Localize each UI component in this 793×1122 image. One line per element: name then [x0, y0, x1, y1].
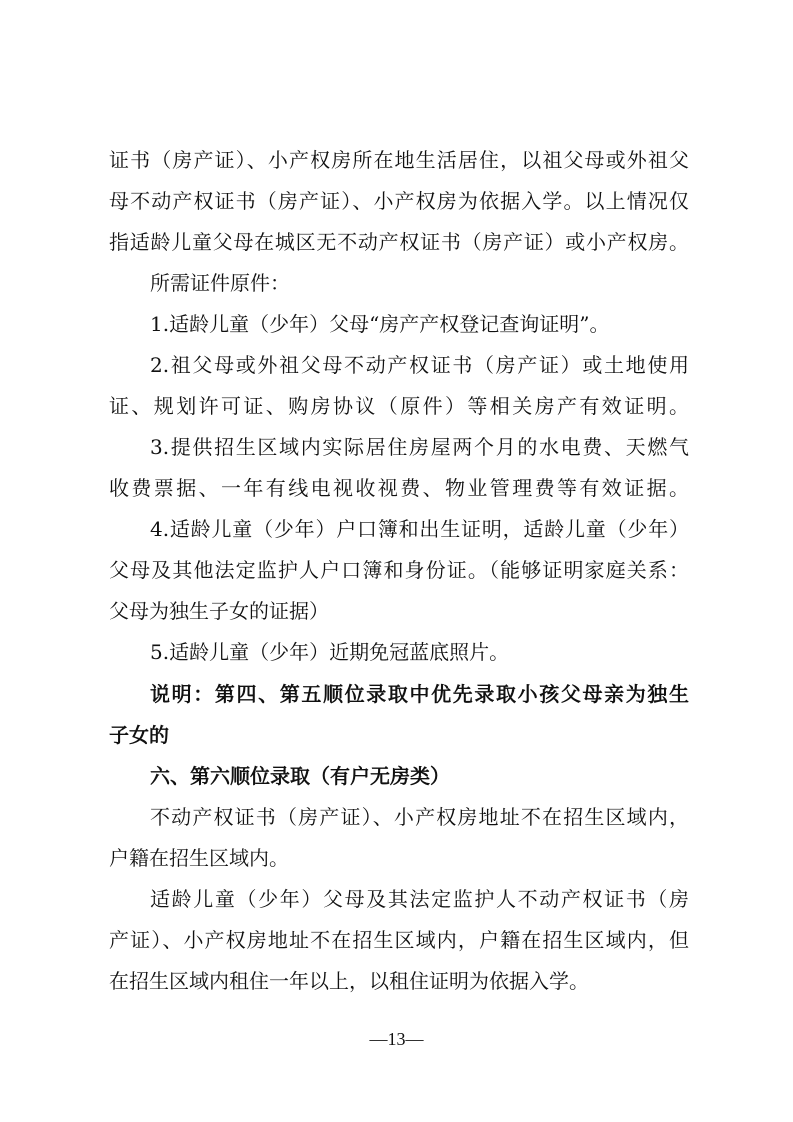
list-item: 5.适龄儿童（少年）近期免冠蓝底照片。: [150, 640, 510, 664]
text-line: 父母为独生子女的证据）: [109, 599, 329, 623]
text-line: 在招生区域内租住一年以上，以租住证明为依据入学。: [109, 969, 589, 993]
list-item: 2.祖父母或外祖父母不动产权证书（房产证）或土地使用: [150, 353, 689, 377]
text-line: 母不动产权证书（房产证）、小产权房为依据入学。以上情况仅: [109, 189, 689, 213]
text-line: 产证）、小产权房地址不在招生区域内，户籍在招生区域内，但: [109, 928, 689, 952]
list-item: 1.适龄儿童（少年）父母“房产产权登记查询证明”。: [150, 312, 610, 336]
text-line: 证书（房产证）、小产权房所在地生活居住，以祖父母或外祖父: [109, 148, 689, 172]
text-line: 收费票据、一年有线电视收视费、物业管理费等有效证据。: [109, 476, 689, 500]
text-line: 户籍在招生区域内。: [109, 846, 289, 870]
note-heading: 说明：第四、第五顺位录取中优先录取小孩父母亲为独生: [150, 682, 689, 706]
page-number: —13—: [369, 1029, 424, 1049]
text-line: 指适龄儿童父母在城区无不动产权证书（房产证）或小产权房。: [109, 230, 689, 254]
note-heading: 子女的: [109, 723, 169, 747]
text-line: 适龄儿童（少年）父母及其法定监护人不动产权证书（房: [150, 887, 689, 911]
text-line: 不动产权证书（房产证）、小产权房地址不在招生区域内，: [150, 805, 689, 829]
text-line: 所需证件原件：: [150, 271, 290, 295]
list-item: 4.适龄儿童（少年）户口簿和出生证明，适龄儿童（少年）: [150, 517, 689, 541]
section-heading: 六、第六顺位录取（有户无房类）: [150, 764, 450, 788]
list-item: 3.提供招生区域内实际居住房屋两个月的水电费、天燃气: [150, 435, 689, 459]
text-line: 证、规划许可证、购房协议（原件）等相关房产有效证明。: [109, 394, 689, 418]
text-line: 父母及其他法定监护人户口簿和身份证。（能够证明家庭关系：: [109, 558, 689, 582]
